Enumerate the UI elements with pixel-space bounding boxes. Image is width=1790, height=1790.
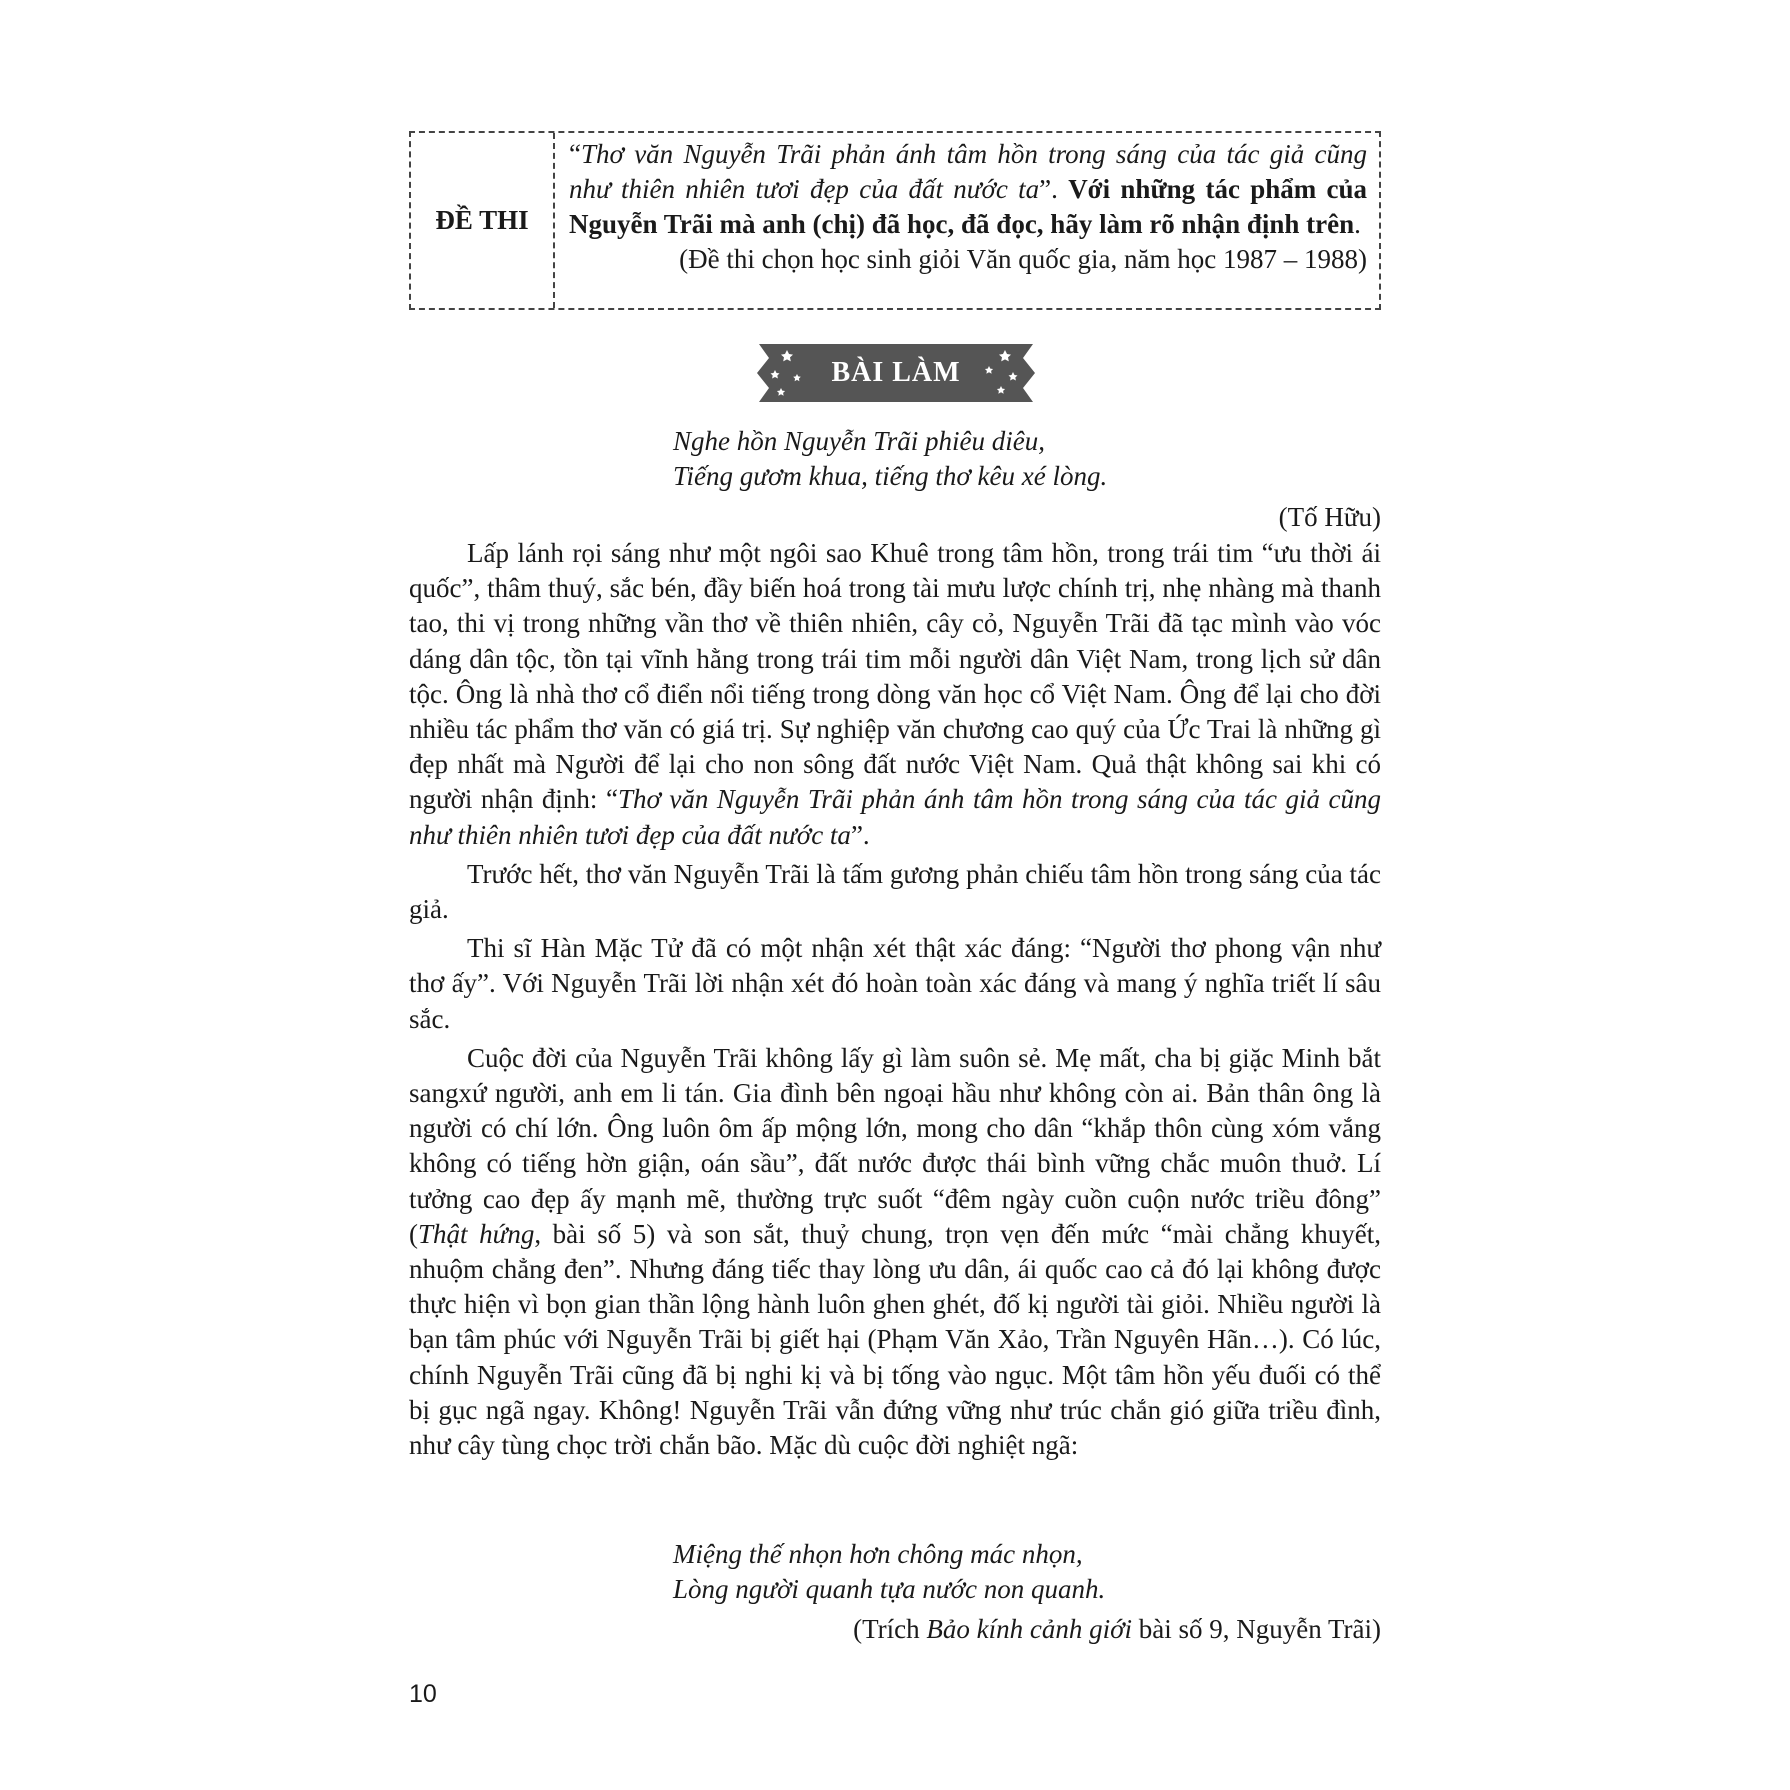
exam-task-end: . — [1354, 209, 1361, 239]
paragraph-text: Lấp lánh rọi sáng như một ngôi sao Khuê trong tâm hồn, trong trái tim “ưu thời ái quốc”, thâm thuý, sắc bén, đầy biến hoá trong tài mưu lược chính trị, nhẹ nhàng mà thanh tao, thi vị trong những vần thơ về thiên nhiên, cây cỏ, Nguyễn Trãi đã tạc mình vào vóc dáng dân tộc, tồn tại vĩnh hằng trong trái tim mỗi người dân Việt Nam, trong lịch sử dân tộc. Ông là nhà thơ cổ điển nổi tiếng trong dòng văn học cổ Việt Nam. Ông để lại cho đời nhiều tác phẩm thơ văn có giá trị. Sự nghiệp văn chương cao quý của Ức Trai là những gì đẹp nhất mà Người để lại cho non sông đất nước Việt Nam. Quả thật không sai khi có người nhận định: “ — [409, 538, 1381, 815]
attribution-work: Bảo kính cảnh giới — [926, 1614, 1132, 1644]
essay-body — [409, 536, 1381, 1467]
opening-poem — [673, 424, 1107, 495]
page-number: 10 — [409, 1680, 437, 1708]
poem-line: Lòng người quanh tựa nước non quanh. — [673, 1574, 1106, 1605]
exam-quote: Thơ văn Nguyễn Trãi phản ánh tâm hồn trong sáng của tác giả cũng như thiên nhiên tươi đẹp của đất nước ta — [569, 139, 1367, 204]
poem-line: Tiếng gươm khua, tiếng thơ kêu xé lòng. — [673, 461, 1108, 492]
paragraph-text: , bài số 5) và son sắt, thuỷ chung, trọn vẹn đến mức “mài chẳng khuyết, nhuộm chẳng đen”. Nhưng đáng tiếc thay lòng ưu dân, ái quốc cao cả đó lại không được thực hiện vì bọn gian thần lộng hành luôn ghen ghét, đố kị người tài giỏi. Nhiều người là bạn tâm phúc với Nguyễn Trãi bị giết hại (Phạm Văn Xảo, Trần Nguyên Hãn…). Có lúc, chính Nguyễn Trãi cũng đã bị nghi kị và bị tống vào ngục. Một tâm hồn yếu đuối có thể bị gục ngã ngay. Không! Nguyễn Trãi vẫn đứng vững như trúc chắn gió giữa triều đình, như cây tùng chọc trời chắn bão. Mặc dù cuộc đời nghiệt ngã: — [409, 1218, 1381, 1461]
work-title: Thật hứng — [418, 1218, 535, 1249]
exam-question-box — [409, 131, 1381, 310]
paragraph: Trước hết, thơ văn Nguyễn Trãi là tấm gương phản chiếu tâm hồn trong sáng của tác giả. — [409, 858, 1381, 925]
exam-quote-open: “ — [569, 139, 581, 169]
attribution-prefix: (Trích — [853, 1614, 927, 1644]
section-banner — [751, 340, 1041, 406]
attribution-suffix: bài số 9, Nguyễn Trãi) — [1132, 1614, 1381, 1644]
closing-poem — [673, 1537, 1105, 1608]
paragraph — [409, 536, 1381, 853]
paragraph-quote: Thơ văn Nguyễn Trãi phản ánh tâm hồn trong sáng của tác giả cũng như thiên nhiên tươi đẹp của đất nước ta — [409, 784, 1382, 850]
poem-line: Nghe hồn Nguyễn Trãi phiêu diêu, — [673, 426, 1045, 456]
banner-title: BÀI LÀM — [831, 357, 961, 388]
paragraph-end: ”. — [850, 819, 870, 850]
closing-poem-attribution — [709, 1612, 1381, 1647]
paragraph: Thi sĩ Hàn Mặc Tử đã có một nhận xét thật xác đáng: “Người thơ phong vận như thơ ấy”. Với Nguyễn Trãi lời nhận xét đó hoàn toàn xác đáng và mang ý nghĩa triết lí sâu sắc. — [409, 933, 1381, 1034]
exam-source: (Đề thi chọn học sinh giỏi Văn quốc gia, năm học 1987 – 1988) — [679, 244, 1367, 274]
exam-prompt — [555, 133, 1379, 308]
poem-attribution: (Tố Hữu) — [1278, 502, 1381, 532]
poem-line: Miệng thế nhọn hơn chông mác nhọn, — [673, 1539, 1083, 1569]
exam-task: Với những tác phẩm của Nguyễn Trãi mà anh (chị) đã học, đã đọc, hãy làm rõ nhận định trên — [569, 174, 1368, 239]
exam-label: ĐỀ THI — [411, 133, 555, 308]
exam-quote-close: ”. — [1039, 174, 1058, 204]
paragraph-text: Cuộc đời của Nguyễn Trãi không lấy gì làm suôn sẻ. Mẹ mất, cha bị giặc Minh bắt sangxứ người, anh em li tán. Gia đình bên ngoại hầu như không còn ai. Bản thân ông là người có chí lớn. Ông luôn ôm ấp mộng lớn, mong cho dân “khắp thôn cùng xóm vắng không có tiếng hờn giận, oán sầu”, đất nước được thái bình vững chắc muôn thuở. Lí tưởng cao đẹp ấy mạnh mẽ, thường trực suốt “đêm ngày cuồn cuộn nước triều đông” ( — [409, 1042, 1381, 1249]
paragraph — [409, 1041, 1381, 1463]
